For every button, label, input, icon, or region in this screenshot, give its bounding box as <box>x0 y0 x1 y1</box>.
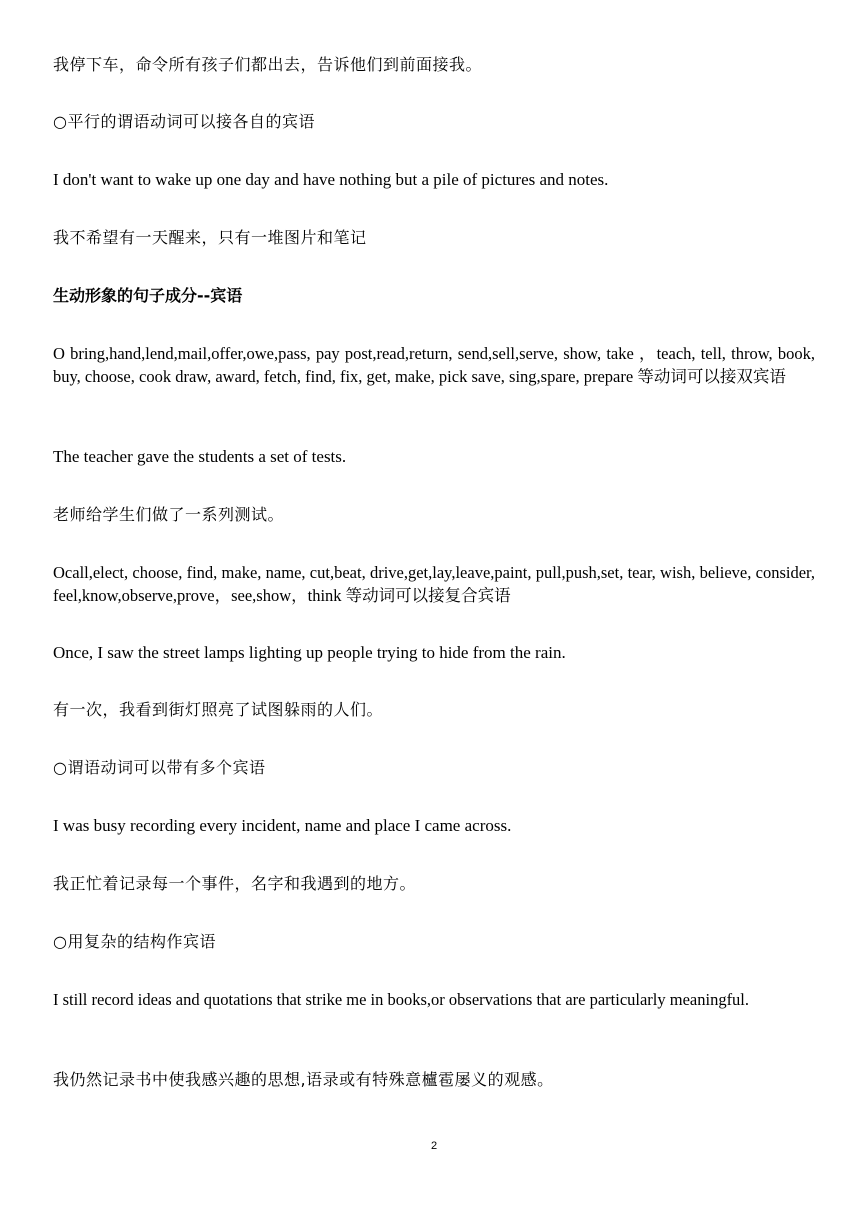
paragraph-english: I still record ideas and quotations that strike me in books,or observations that are particularly meaningful. <box>53 990 750 1009</box>
page-number: 2 <box>430 1140 438 1152</box>
bullet-heading: ○谓语动词可以带有多个宾语 <box>53 758 266 777</box>
paragraph-chinese: 有一次，我看到街灯照亮了试图躲雨的人们。 <box>53 700 384 719</box>
verb-list-paragraph: Ocall,elect, choose, find, make, name, cut,beat, drive,get,lay,leave,paint, pull,push,set, tear, wish, believe, consider, feel,know,observe,prove，see,show，think 等动词可以接复合宾语 <box>53 563 815 605</box>
paragraph-english: I was busy recording every incident, name and place I came across. <box>53 816 512 835</box>
paragraph-english: The teacher gave the students a set of tests. <box>53 447 347 466</box>
paragraph-english: Once, I saw the street lamps lighting up people trying to hide from the rain. <box>53 643 566 662</box>
bullet-heading: ○平行的谓语动词可以接各自的宾语 <box>53 112 315 131</box>
paragraph-chinese: 老师给学生们做了一系列测试。 <box>53 505 285 524</box>
paragraph-chinese: 我停下车，命令所有孩子们都出去，告诉他们到前面接我。 <box>53 55 483 74</box>
section-heading: 生动形象的句子成分--宾语 <box>53 286 243 305</box>
bullet-heading: ○用复杂的结构作宾语 <box>53 932 216 951</box>
paragraph-chinese: 我正忙着记录每一个事件，名字和我遇到的地方。 <box>53 874 417 893</box>
verb-list-paragraph: O bring,hand,lend,mail,offer,owe,pass, pay post,read,return, send,sell,serve, show, take ，teach, tell, throw, book, buy, choose, cook draw, award, fetch, find, fix, get, make, pick save, sing,spare, prepare 等动词可以接双宾语 <box>53 344 815 386</box>
paragraph-chinese: 我不希望有一天醒来，只有一堆图片和笔记 <box>53 228 367 247</box>
paragraph-chinese: 我仍然记录书中使我感兴趣的思想,语录或有特殊意櫨雹屡义的观感。 <box>53 1070 554 1089</box>
paragraph-english: I don't want to wake up one day and have nothing but a pile of pictures and notes. <box>53 170 609 189</box>
